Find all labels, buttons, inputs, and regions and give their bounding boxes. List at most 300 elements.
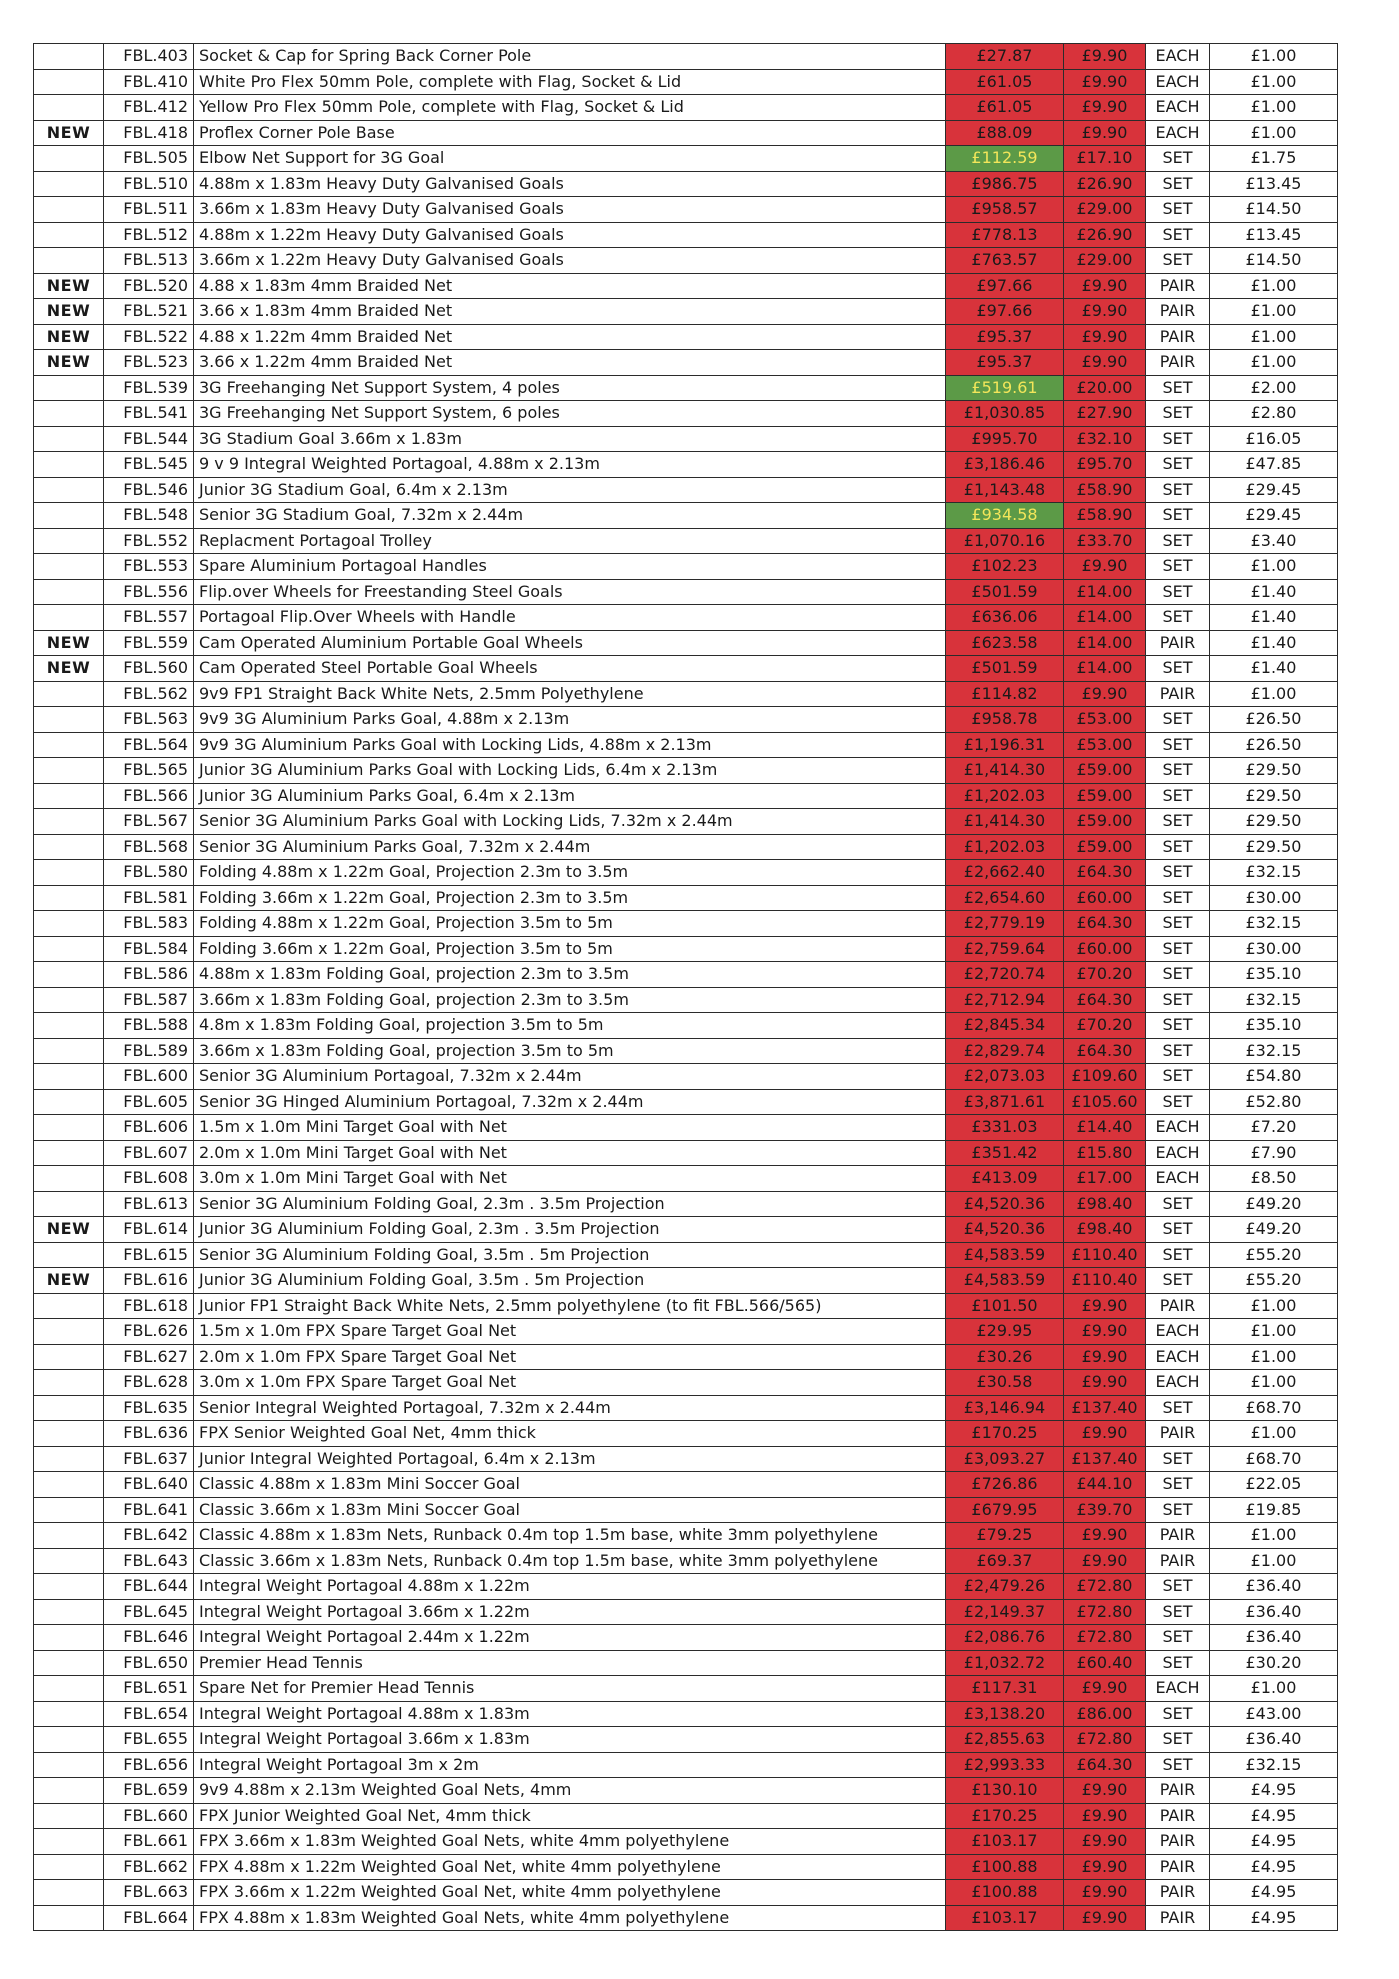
table-row bbox=[34, 477, 1338, 503]
new-flag bbox=[34, 1166, 104, 1192]
charge-cell: £29.50 bbox=[1210, 809, 1338, 835]
table-row bbox=[34, 44, 1338, 70]
price-cell: £1,414.30 bbox=[946, 809, 1064, 835]
new-flag: NEW bbox=[34, 120, 104, 146]
new-flag: NEW bbox=[34, 350, 104, 376]
delivery-cell: £98.40 bbox=[1064, 1191, 1146, 1217]
product-code: FBL.586 bbox=[104, 962, 194, 988]
unit-cell: PAIR bbox=[1146, 350, 1210, 376]
table-row bbox=[34, 120, 1338, 146]
delivery-cell: £9.90 bbox=[1064, 1421, 1146, 1447]
table-row bbox=[34, 452, 1338, 478]
new-flag bbox=[34, 1497, 104, 1523]
delivery-cell: £9.90 bbox=[1064, 44, 1146, 70]
table-row bbox=[34, 171, 1338, 197]
price-cell: £100.88 bbox=[946, 1880, 1064, 1906]
charge-cell: £30.00 bbox=[1210, 936, 1338, 962]
product-description: 4.88m x 1.83m Folding Goal, projection 2.3m to 3.5m bbox=[194, 962, 946, 988]
delivery-cell: £9.90 bbox=[1064, 1548, 1146, 1574]
new-flag: NEW bbox=[34, 299, 104, 325]
unit-cell: PAIR bbox=[1146, 273, 1210, 299]
charge-cell: £1.00 bbox=[1210, 69, 1338, 95]
unit-cell: SET bbox=[1146, 936, 1210, 962]
delivery-cell: £64.30 bbox=[1064, 1752, 1146, 1778]
product-code: FBL.607 bbox=[104, 1140, 194, 1166]
new-flag bbox=[34, 860, 104, 886]
charge-cell: £29.45 bbox=[1210, 503, 1338, 529]
price-cell: £2,479.26 bbox=[946, 1574, 1064, 1600]
delivery-cell: £9.90 bbox=[1064, 554, 1146, 580]
table-row bbox=[34, 1701, 1338, 1727]
delivery-cell: £9.90 bbox=[1064, 350, 1146, 376]
new-flag bbox=[34, 1778, 104, 1804]
product-description: Spare Net for Premier Head Tennis bbox=[194, 1676, 946, 1702]
price-cell: £958.78 bbox=[946, 707, 1064, 733]
charge-cell: £1.00 bbox=[1210, 120, 1338, 146]
new-flag bbox=[34, 1421, 104, 1447]
new-flag bbox=[34, 1905, 104, 1931]
product-description: Folding 4.88m x 1.22m Goal, Projection 3.5m to 5m bbox=[194, 911, 946, 937]
product-code: FBL.546 bbox=[104, 477, 194, 503]
new-flag bbox=[34, 1013, 104, 1039]
table-row bbox=[34, 1013, 1338, 1039]
price-cell: £3,186.46 bbox=[946, 452, 1064, 478]
charge-cell: £49.20 bbox=[1210, 1217, 1338, 1243]
delivery-cell: £110.40 bbox=[1064, 1268, 1146, 1294]
unit-cell: SET bbox=[1146, 1038, 1210, 1064]
new-flag bbox=[34, 44, 104, 70]
table-row bbox=[34, 1115, 1338, 1141]
delivery-cell: £72.80 bbox=[1064, 1599, 1146, 1625]
table-row bbox=[34, 375, 1338, 401]
table-row bbox=[34, 630, 1338, 656]
product-description: 4.88m x 1.83m Heavy Duty Galvanised Goals bbox=[194, 171, 946, 197]
product-code: FBL.521 bbox=[104, 299, 194, 325]
unit-cell: SET bbox=[1146, 197, 1210, 223]
charge-cell: £35.10 bbox=[1210, 1013, 1338, 1039]
product-description: Integral Weight Portagoal 3.66m x 1.83m bbox=[194, 1727, 946, 1753]
product-code: FBL.510 bbox=[104, 171, 194, 197]
product-code: FBL.556 bbox=[104, 579, 194, 605]
product-code: FBL.563 bbox=[104, 707, 194, 733]
charge-cell: £14.50 bbox=[1210, 248, 1338, 274]
price-cell: £1,030.85 bbox=[946, 401, 1064, 427]
new-flag bbox=[34, 1038, 104, 1064]
table-row bbox=[34, 1523, 1338, 1549]
charge-cell: £1.00 bbox=[1210, 273, 1338, 299]
product-description: Yellow Pro Flex 50mm Pole, complete with Flag, Socket & Lid bbox=[194, 95, 946, 121]
price-cell: £100.88 bbox=[946, 1854, 1064, 1880]
charge-cell: £68.70 bbox=[1210, 1446, 1338, 1472]
table-row bbox=[34, 222, 1338, 248]
product-description: Senior 3G Aluminium Folding Goal, 3.5m . 5m Projection bbox=[194, 1242, 946, 1268]
charge-cell: £36.40 bbox=[1210, 1574, 1338, 1600]
product-code: FBL.659 bbox=[104, 1778, 194, 1804]
unit-cell: SET bbox=[1146, 1191, 1210, 1217]
price-cell: £679.95 bbox=[946, 1497, 1064, 1523]
product-code: FBL.655 bbox=[104, 1727, 194, 1753]
delivery-cell: £9.90 bbox=[1064, 69, 1146, 95]
charge-cell: £1.00 bbox=[1210, 554, 1338, 580]
charge-cell: £1.00 bbox=[1210, 350, 1338, 376]
new-flag bbox=[34, 1650, 104, 1676]
delivery-cell: £86.00 bbox=[1064, 1701, 1146, 1727]
table-row bbox=[34, 860, 1338, 886]
unit-cell: EACH bbox=[1146, 1319, 1210, 1345]
unit-cell: SET bbox=[1146, 1395, 1210, 1421]
delivery-cell: £64.30 bbox=[1064, 860, 1146, 886]
product-description: Spare Aluminium Portagoal Handles bbox=[194, 554, 946, 580]
charge-cell: £7.20 bbox=[1210, 1115, 1338, 1141]
new-flag bbox=[34, 1242, 104, 1268]
unit-cell: PAIR bbox=[1146, 1523, 1210, 1549]
delivery-cell: £17.10 bbox=[1064, 146, 1146, 172]
price-cell: £88.09 bbox=[946, 120, 1064, 146]
product-code: FBL.418 bbox=[104, 120, 194, 146]
table-row bbox=[34, 1421, 1338, 1447]
delivery-cell: £9.90 bbox=[1064, 1905, 1146, 1931]
product-code: FBL.664 bbox=[104, 1905, 194, 1931]
product-code: FBL.628 bbox=[104, 1370, 194, 1396]
charge-cell: £1.00 bbox=[1210, 1293, 1338, 1319]
delivery-cell: £9.90 bbox=[1064, 1803, 1146, 1829]
price-cell: £2,654.60 bbox=[946, 885, 1064, 911]
product-description: 9v9 4.88m x 2.13m Weighted Goal Nets, 4mm bbox=[194, 1778, 946, 1804]
table-row bbox=[34, 1548, 1338, 1574]
new-flag: NEW bbox=[34, 1217, 104, 1243]
product-description: Senior 3G Aluminium Portagoal, 7.32m x 2.44m bbox=[194, 1064, 946, 1090]
product-description: Portagoal Flip.Over Wheels with Handle bbox=[194, 605, 946, 631]
table-row bbox=[34, 783, 1338, 809]
product-description: Junior Integral Weighted Portagoal, 6.4m x 2.13m bbox=[194, 1446, 946, 1472]
table-row bbox=[34, 1625, 1338, 1651]
new-flag bbox=[34, 1829, 104, 1855]
product-code: FBL.641 bbox=[104, 1497, 194, 1523]
price-cell: £2,993.33 bbox=[946, 1752, 1064, 1778]
product-code: FBL.600 bbox=[104, 1064, 194, 1090]
product-code: FBL.553 bbox=[104, 554, 194, 580]
charge-cell: £1.00 bbox=[1210, 681, 1338, 707]
product-description: FPX Junior Weighted Goal Net, 4mm thick bbox=[194, 1803, 946, 1829]
price-cell: £27.87 bbox=[946, 44, 1064, 70]
unit-cell: SET bbox=[1146, 1446, 1210, 1472]
product-description: FPX Senior Weighted Goal Net, 4mm thick bbox=[194, 1421, 946, 1447]
delivery-cell: £9.90 bbox=[1064, 1829, 1146, 1855]
product-description: Replacment Portagoal Trolley bbox=[194, 528, 946, 554]
delivery-cell: £60.00 bbox=[1064, 885, 1146, 911]
unit-cell: PAIR bbox=[1146, 630, 1210, 656]
product-description: Senior 3G Aluminium Parks Goal, 7.32m x 2.44m bbox=[194, 834, 946, 860]
new-flag bbox=[34, 426, 104, 452]
delivery-cell: £33.70 bbox=[1064, 528, 1146, 554]
charge-cell: £1.40 bbox=[1210, 579, 1338, 605]
unit-cell: EACH bbox=[1146, 1115, 1210, 1141]
price-cell: £726.86 bbox=[946, 1472, 1064, 1498]
table-row bbox=[34, 1574, 1338, 1600]
unit-cell: SET bbox=[1146, 783, 1210, 809]
product-description: 9v9 3G Aluminium Parks Goal, 4.88m x 2.13m bbox=[194, 707, 946, 733]
charge-cell: £52.80 bbox=[1210, 1089, 1338, 1115]
price-cell: £3,093.27 bbox=[946, 1446, 1064, 1472]
charge-cell: £1.00 bbox=[1210, 95, 1338, 121]
table-row bbox=[34, 1089, 1338, 1115]
new-flag bbox=[34, 1472, 104, 1498]
table-row bbox=[34, 401, 1338, 427]
product-code: FBL.511 bbox=[104, 197, 194, 223]
product-description: 9v9 3G Aluminium Parks Goal with Locking Lids, 4.88m x 2.13m bbox=[194, 732, 946, 758]
product-code: FBL.606 bbox=[104, 1115, 194, 1141]
table-row bbox=[34, 1140, 1338, 1166]
table-row bbox=[34, 656, 1338, 682]
charge-cell: £13.45 bbox=[1210, 222, 1338, 248]
delivery-cell: £14.00 bbox=[1064, 579, 1146, 605]
table-row bbox=[34, 681, 1338, 707]
product-code: FBL.513 bbox=[104, 248, 194, 274]
product-code: FBL.548 bbox=[104, 503, 194, 529]
price-cell: £2,759.64 bbox=[946, 936, 1064, 962]
product-code: FBL.565 bbox=[104, 758, 194, 784]
product-code: FBL.567 bbox=[104, 809, 194, 835]
table-row bbox=[34, 146, 1338, 172]
unit-cell: EACH bbox=[1146, 44, 1210, 70]
price-cell: £61.05 bbox=[946, 95, 1064, 121]
table-row bbox=[34, 1217, 1338, 1243]
unit-cell: SET bbox=[1146, 426, 1210, 452]
price-cell: £4,583.59 bbox=[946, 1268, 1064, 1294]
product-description: Cam Operated Aluminium Portable Goal Wheels bbox=[194, 630, 946, 656]
price-cell: £636.06 bbox=[946, 605, 1064, 631]
table-row bbox=[34, 911, 1338, 937]
delivery-cell: £14.00 bbox=[1064, 656, 1146, 682]
delivery-cell: £64.30 bbox=[1064, 1038, 1146, 1064]
delivery-cell: £29.00 bbox=[1064, 197, 1146, 223]
unit-cell: SET bbox=[1146, 707, 1210, 733]
price-cell: £2,712.94 bbox=[946, 987, 1064, 1013]
price-cell: £4,583.59 bbox=[946, 1242, 1064, 1268]
product-description: Senior Integral Weighted Portagoal, 7.32m x 2.44m bbox=[194, 1395, 946, 1421]
product-description: Classic 3.66m x 1.83m Mini Soccer Goal bbox=[194, 1497, 946, 1523]
new-flag: NEW bbox=[34, 656, 104, 682]
delivery-cell: £105.60 bbox=[1064, 1089, 1146, 1115]
new-flag bbox=[34, 1599, 104, 1625]
price-cell: £29.95 bbox=[946, 1319, 1064, 1345]
unit-cell: SET bbox=[1146, 1268, 1210, 1294]
product-description: 3.66m x 1.83m Folding Goal, projection 3.5m to 5m bbox=[194, 1038, 946, 1064]
delivery-cell: £72.80 bbox=[1064, 1727, 1146, 1753]
unit-cell: PAIR bbox=[1146, 1548, 1210, 1574]
product-code: FBL.660 bbox=[104, 1803, 194, 1829]
table-row bbox=[34, 1829, 1338, 1855]
charge-cell: £54.80 bbox=[1210, 1064, 1338, 1090]
product-description: 1.5m x 1.0m FPX Spare Target Goal Net bbox=[194, 1319, 946, 1345]
charge-cell: £8.50 bbox=[1210, 1166, 1338, 1192]
delivery-cell: £32.10 bbox=[1064, 426, 1146, 452]
table-row bbox=[34, 1778, 1338, 1804]
unit-cell: PAIR bbox=[1146, 1778, 1210, 1804]
price-cell: £623.58 bbox=[946, 630, 1064, 656]
unit-cell: SET bbox=[1146, 1727, 1210, 1753]
charge-cell: £36.40 bbox=[1210, 1599, 1338, 1625]
price-cell: £958.57 bbox=[946, 197, 1064, 223]
table-row bbox=[34, 1752, 1338, 1778]
product-code: FBL.644 bbox=[104, 1574, 194, 1600]
table-row bbox=[34, 1191, 1338, 1217]
unit-cell: SET bbox=[1146, 1089, 1210, 1115]
charge-cell: £43.00 bbox=[1210, 1701, 1338, 1727]
new-flag bbox=[34, 1395, 104, 1421]
delivery-cell: £26.90 bbox=[1064, 171, 1146, 197]
table-row bbox=[34, 936, 1338, 962]
delivery-cell: £9.90 bbox=[1064, 1523, 1146, 1549]
new-flag bbox=[34, 809, 104, 835]
delivery-cell: £14.00 bbox=[1064, 630, 1146, 656]
product-code: FBL.588 bbox=[104, 1013, 194, 1039]
table-row bbox=[34, 554, 1338, 580]
product-description: Junior 3G Aluminium Parks Goal, 6.4m x 2.13m bbox=[194, 783, 946, 809]
new-flag bbox=[34, 1446, 104, 1472]
unit-cell: SET bbox=[1146, 1242, 1210, 1268]
price-cell: £1,196.31 bbox=[946, 732, 1064, 758]
product-code: FBL.614 bbox=[104, 1217, 194, 1243]
delivery-cell: £9.90 bbox=[1064, 681, 1146, 707]
price-cell: £130.10 bbox=[946, 1778, 1064, 1804]
product-code: FBL.608 bbox=[104, 1166, 194, 1192]
price-cell: £117.31 bbox=[946, 1676, 1064, 1702]
delivery-cell: £14.40 bbox=[1064, 1115, 1146, 1141]
new-flag bbox=[34, 171, 104, 197]
charge-cell: £1.40 bbox=[1210, 630, 1338, 656]
table-row bbox=[34, 1676, 1338, 1702]
unit-cell: SET bbox=[1146, 452, 1210, 478]
price-cell: £3,146.94 bbox=[946, 1395, 1064, 1421]
product-code: FBL.616 bbox=[104, 1268, 194, 1294]
product-code: FBL.412 bbox=[104, 95, 194, 121]
charge-cell: £2.00 bbox=[1210, 375, 1338, 401]
table-row bbox=[34, 1242, 1338, 1268]
new-flag bbox=[34, 146, 104, 172]
unit-cell: PAIR bbox=[1146, 1829, 1210, 1855]
product-description: Classic 4.88m x 1.83m Nets, Runback 0.4m top 1.5m base, white 3mm polyethylene bbox=[194, 1523, 946, 1549]
new-flag bbox=[34, 1089, 104, 1115]
new-flag bbox=[34, 1115, 104, 1141]
product-code: FBL.605 bbox=[104, 1089, 194, 1115]
new-flag: NEW bbox=[34, 1268, 104, 1294]
charge-cell: £29.50 bbox=[1210, 834, 1338, 860]
table-row bbox=[34, 1395, 1338, 1421]
price-cell: £778.13 bbox=[946, 222, 1064, 248]
table-row bbox=[34, 1293, 1338, 1319]
product-description: Junior 3G Aluminium Folding Goal, 3.5m . 5m Projection bbox=[194, 1268, 946, 1294]
table-row bbox=[34, 350, 1338, 376]
table-row bbox=[34, 834, 1338, 860]
new-flag bbox=[34, 1676, 104, 1702]
table-row bbox=[34, 1599, 1338, 1625]
product-code: FBL.637 bbox=[104, 1446, 194, 1472]
product-code: FBL.640 bbox=[104, 1472, 194, 1498]
new-flag bbox=[34, 248, 104, 274]
price-cell: £4,520.36 bbox=[946, 1217, 1064, 1243]
product-description: 3G Freehanging Net Support System, 6 poles bbox=[194, 401, 946, 427]
delivery-cell: £110.40 bbox=[1064, 1242, 1146, 1268]
product-code: FBL.522 bbox=[104, 324, 194, 350]
table-row bbox=[34, 1038, 1338, 1064]
new-flag bbox=[34, 1880, 104, 1906]
table-row bbox=[34, 1064, 1338, 1090]
price-list-sheet bbox=[33, 43, 1338, 1931]
price-cell: £170.25 bbox=[946, 1421, 1064, 1447]
product-description: 3G Stadium Goal 3.66m x 1.83m bbox=[194, 426, 946, 452]
charge-cell: £29.45 bbox=[1210, 477, 1338, 503]
unit-cell: SET bbox=[1146, 248, 1210, 274]
price-table bbox=[33, 43, 1338, 1931]
delivery-cell: £60.40 bbox=[1064, 1650, 1146, 1676]
unit-cell: SET bbox=[1146, 656, 1210, 682]
charge-cell: £32.15 bbox=[1210, 860, 1338, 886]
unit-cell: EACH bbox=[1146, 1344, 1210, 1370]
delivery-cell: £53.00 bbox=[1064, 707, 1146, 733]
price-cell: £30.58 bbox=[946, 1370, 1064, 1396]
charge-cell: £4.95 bbox=[1210, 1854, 1338, 1880]
delivery-cell: £39.70 bbox=[1064, 1497, 1146, 1523]
delivery-cell: £59.00 bbox=[1064, 834, 1146, 860]
unit-cell: EACH bbox=[1146, 1676, 1210, 1702]
delivery-cell: £26.90 bbox=[1064, 222, 1146, 248]
price-cell: £1,414.30 bbox=[946, 758, 1064, 784]
new-flag bbox=[34, 477, 104, 503]
delivery-cell: £59.00 bbox=[1064, 783, 1146, 809]
charge-cell: £30.20 bbox=[1210, 1650, 1338, 1676]
product-code: FBL.552 bbox=[104, 528, 194, 554]
price-cell: £2,855.63 bbox=[946, 1727, 1064, 1753]
charge-cell: £2.80 bbox=[1210, 401, 1338, 427]
new-flag bbox=[34, 375, 104, 401]
charge-cell: £4.95 bbox=[1210, 1803, 1338, 1829]
product-description: 3.66 x 1.22m 4mm Braided Net bbox=[194, 350, 946, 376]
delivery-cell: £70.20 bbox=[1064, 1013, 1146, 1039]
product-description: 3.66m x 1.22m Heavy Duty Galvanised Goals bbox=[194, 248, 946, 274]
product-code: FBL.636 bbox=[104, 1421, 194, 1447]
delivery-cell: £70.20 bbox=[1064, 962, 1146, 988]
product-code: FBL.584 bbox=[104, 936, 194, 962]
product-description: 1.5m x 1.0m Mini Target Goal with Net bbox=[194, 1115, 946, 1141]
product-description: Flip.over Wheels for Freestanding Steel Goals bbox=[194, 579, 946, 605]
product-code: FBL.560 bbox=[104, 656, 194, 682]
product-description: Integral Weight Portagoal 4.88m x 1.83m bbox=[194, 1701, 946, 1727]
charge-cell: £1.00 bbox=[1210, 1548, 1338, 1574]
product-description: Junior FP1 Straight Back White Nets, 2.5mm polyethylene (to fit FBL.566/565) bbox=[194, 1293, 946, 1319]
new-flag bbox=[34, 452, 104, 478]
delivery-cell: £9.90 bbox=[1064, 1676, 1146, 1702]
new-flag bbox=[34, 1344, 104, 1370]
product-code: FBL.615 bbox=[104, 1242, 194, 1268]
table-row bbox=[34, 273, 1338, 299]
delivery-cell: £59.00 bbox=[1064, 809, 1146, 835]
new-flag bbox=[34, 197, 104, 223]
delivery-cell: £9.90 bbox=[1064, 1319, 1146, 1345]
new-flag: NEW bbox=[34, 273, 104, 299]
delivery-cell: £59.00 bbox=[1064, 758, 1146, 784]
unit-cell: SET bbox=[1146, 962, 1210, 988]
unit-cell: SET bbox=[1146, 809, 1210, 835]
product-code: FBL.587 bbox=[104, 987, 194, 1013]
unit-cell: SET bbox=[1146, 401, 1210, 427]
product-code: FBL.646 bbox=[104, 1625, 194, 1651]
delivery-cell: £9.90 bbox=[1064, 1854, 1146, 1880]
product-description: Senior 3G Aluminium Folding Goal, 2.3m . 3.5m Projection bbox=[194, 1191, 946, 1217]
charge-cell: £14.50 bbox=[1210, 197, 1338, 223]
charge-cell: £1.00 bbox=[1210, 1523, 1338, 1549]
product-description: Classic 4.88m x 1.83m Mini Soccer Goal bbox=[194, 1472, 946, 1498]
